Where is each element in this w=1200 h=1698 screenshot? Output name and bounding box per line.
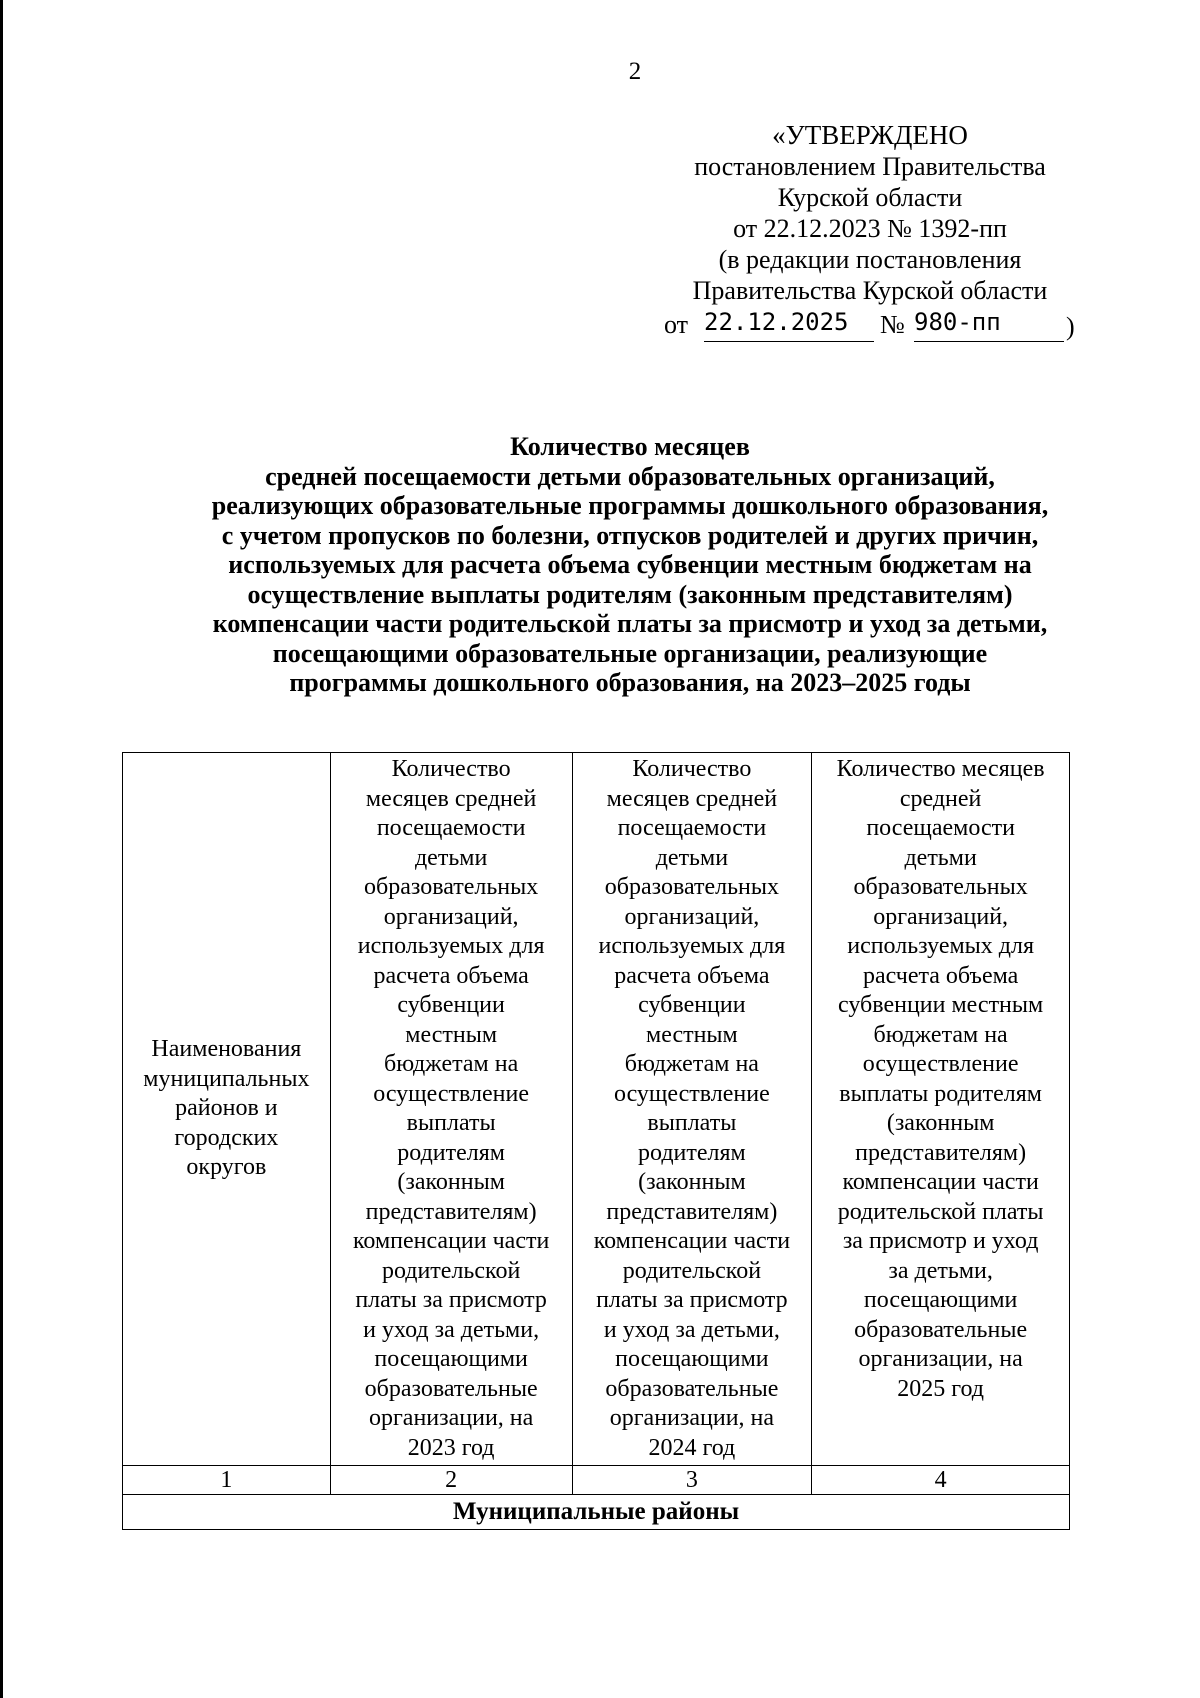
header-text-line: родительской	[381, 1257, 521, 1284]
section-label: Муниципальные районы	[123, 1495, 1070, 1530]
approval-line: постановлением Правительства	[694, 152, 1046, 181]
header-text-line: бюджетам на	[873, 1021, 1008, 1048]
header-text-line: образовательные	[364, 1375, 538, 1402]
header-text-line: компенсации части	[593, 1228, 791, 1254]
column-number: 1	[123, 1466, 331, 1495]
header-text-line: образовательных	[363, 874, 539, 900]
approval-line: Правительства Курской области	[692, 276, 1048, 305]
header-cell-municipalities	[123, 753, 331, 1466]
header-text-line: месяцев средней	[606, 785, 778, 812]
header-text-line: выплаты	[647, 1110, 737, 1136]
header-text-line: выплаты родителям	[839, 1080, 1042, 1107]
header-cell-2023	[330, 753, 572, 1466]
approval-line: «УТВЕРЖДЕНО	[772, 120, 968, 150]
header-text-line: и уход за детьми,	[363, 1316, 540, 1343]
header-text-line: используемых для	[357, 933, 545, 959]
column-number: 2	[330, 1466, 572, 1495]
title-line: посещающими образовательные организации, реализующие	[272, 638, 988, 668]
header-text-line: Количество	[632, 756, 752, 782]
header-text-line: районов и	[175, 1095, 278, 1122]
header-text-line: образовательные	[854, 1316, 1028, 1343]
header-text-line: родительской	[622, 1257, 762, 1284]
scan-left-edge	[0, 0, 3, 1698]
header-cell-2025	[812, 753, 1070, 1466]
column-number-row	[123, 1466, 1070, 1495]
header-text-line: образовательных	[853, 874, 1028, 900]
header-text-line: расчета объема	[862, 962, 1019, 989]
header-text-line: используемых для	[847, 933, 1035, 959]
header-text-line: образовательные	[605, 1375, 779, 1402]
title-line: средней посещаемости детьми образовательных организаций,	[265, 461, 995, 491]
header-text-line: 2024 год	[648, 1434, 736, 1461]
header-text-line: платы за присмотр	[596, 1287, 788, 1313]
header-text-line: образовательных	[604, 874, 780, 900]
approval-line: (в редакции постановления	[718, 245, 1022, 274]
header-text-line: субвенции	[397, 992, 505, 1018]
approval-line: от 22.12.2023 № 1392-пп	[733, 214, 1007, 243]
header-cell-2024	[572, 753, 812, 1466]
header-text-line: посещаемости	[617, 815, 767, 841]
header-text-line: субвенции местным	[838, 992, 1044, 1018]
header-text-line: осуществление	[613, 1080, 770, 1107]
column-number: 4	[812, 1466, 1070, 1495]
header-text-line: компенсации части	[842, 1169, 1039, 1195]
header-text-line: городских	[174, 1124, 279, 1151]
header-text-line: Количество месяцев	[836, 756, 1045, 782]
header-text-line: месяцев средней	[365, 785, 537, 812]
header-text-line: организации, на	[609, 1405, 775, 1431]
title-line: программы дошкольного образования, на 2023–2025 годы	[289, 668, 971, 697]
header-text-line: муниципальных	[143, 1065, 310, 1092]
header-text-line: (законным	[638, 1169, 746, 1195]
approval-stamp	[640, 120, 1100, 306]
title-line: Количество месяцев	[510, 432, 750, 461]
header-text-line: детьми	[904, 844, 977, 871]
header-text-line: 2025 год	[897, 1375, 984, 1402]
header-text-line: осуществление	[373, 1080, 530, 1107]
title-line: реализующих образовательные программы дошкольного образования,	[211, 491, 1049, 520]
title-line: осуществление выплаты родителям (законным представителям)	[247, 579, 1013, 609]
header-text-line: посещаемости	[866, 815, 1015, 841]
header-text-line: организаций,	[624, 903, 760, 930]
header-text-line: бюджетам на	[624, 1051, 759, 1077]
header-text-line: родительской платы	[837, 1198, 1044, 1225]
amendment-prefix: от	[664, 310, 689, 339]
header-text-line: детьми	[655, 844, 729, 871]
header-text-line: посещающими	[863, 1287, 1018, 1313]
header-text-line: местным	[646, 1021, 738, 1048]
amendment-number: 980-пп	[914, 308, 1001, 336]
header-text-line: местным	[405, 1021, 497, 1048]
header-text-line: Наименования	[151, 1036, 302, 1063]
column-number: 3	[572, 1466, 812, 1495]
header-text-line: (законным	[886, 1110, 995, 1136]
title-line: компенсации части родительской платы за присмотр и уход за детьми,	[212, 609, 1048, 638]
header-text-line: представителям)	[606, 1198, 778, 1225]
title-line: используемых для расчета объема субвенции местным бюджетам на	[228, 550, 1032, 579]
section-row	[123, 1495, 1070, 1530]
header-text-line: за присмотр и уход	[842, 1228, 1039, 1254]
header-text-line: посещающими	[615, 1346, 769, 1372]
header-text-line: организации, на	[368, 1405, 534, 1431]
table-header-row	[123, 753, 1070, 1466]
header-text-line: и уход за детьми,	[603, 1316, 780, 1343]
header-text-line: представителям)	[365, 1198, 537, 1225]
header-text-line: детьми	[414, 844, 488, 871]
header-text-line: осуществление	[862, 1051, 1019, 1077]
title-line: с учетом пропусков по болезни, отпусков родителей и других причин,	[221, 520, 1039, 550]
closing-paren: )	[1066, 312, 1075, 341]
document-title	[150, 432, 1110, 698]
header-text-line: (законным	[397, 1169, 505, 1195]
header-text-line: расчета объема	[614, 962, 770, 989]
header-text-line: посещаемости	[376, 815, 526, 841]
header-text-line: компенсации части	[352, 1228, 550, 1254]
header-text-line: округов	[186, 1154, 267, 1181]
approval-line: Курской области	[777, 183, 963, 212]
page-number: 2	[628, 58, 642, 85]
header-text-line: посещающими	[374, 1346, 528, 1372]
header-text-line: субвенции	[638, 992, 746, 1018]
header-text-line: за детьми,	[888, 1257, 993, 1284]
header-text-line: расчета объема	[373, 962, 529, 989]
header-text-line: Количество	[391, 756, 511, 782]
header-text-line: выплаты	[406, 1110, 496, 1136]
header-text-line: родителям	[397, 1139, 505, 1166]
data-table	[122, 752, 1070, 1530]
header-text-line: организаций,	[873, 903, 1009, 930]
header-text-line: родителям	[638, 1139, 746, 1166]
header-text-line: представителям)	[855, 1139, 1027, 1166]
header-text-line: используемых для	[598, 933, 786, 959]
header-text-line: организаций,	[383, 903, 519, 930]
amendment-date: 22.12.2025	[704, 308, 849, 336]
header-text-line: организации, на	[858, 1346, 1023, 1372]
header-text-line: 2023 год	[407, 1434, 495, 1461]
header-text-line: бюджетам на	[384, 1051, 519, 1077]
header-text-line: средней	[899, 785, 982, 812]
header-text-line: платы за присмотр	[355, 1287, 547, 1313]
number-sign: №	[880, 310, 905, 339]
